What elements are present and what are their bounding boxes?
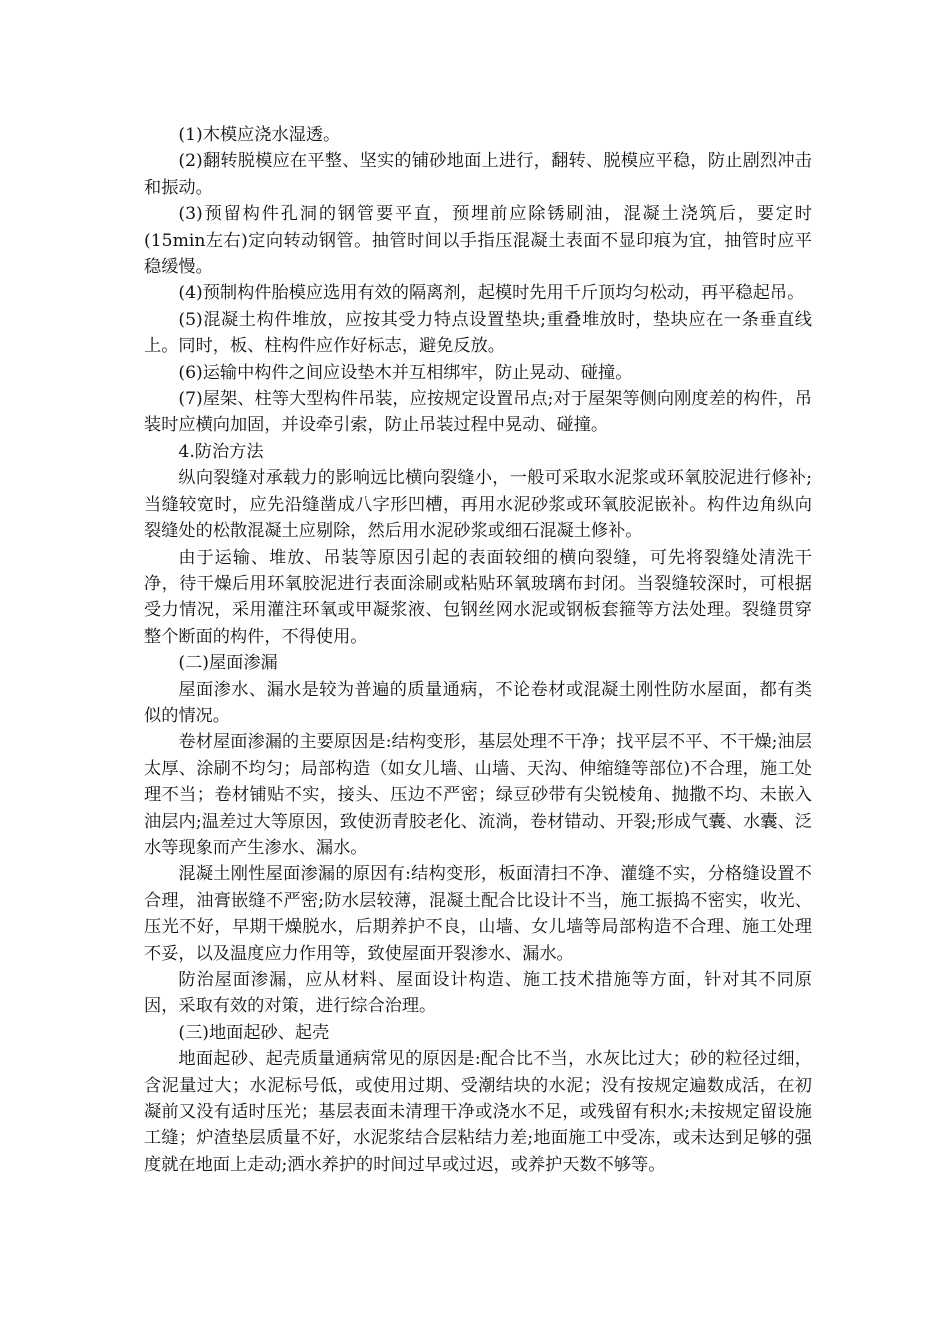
paragraph-membrane-roof: 卷材屋面渗漏的主要原因是:结构变形，基层处理不干净；找平层不平、不干燥;油层太厚、涂刷不均匀；局部构造（如女儿墙、山墙、天沟、伸缩缝等部位)不合理，施工处理不当；卷材铺贴不实，接头、压边不严密；绿豆砂带有尖锐棱角、抛撒不均、未嵌入油层内;温差过大等原因，致使沥青胶老化、流淌，卷材错动、开裂;形成气囊、水囊、泛水等现象而产生渗水、漏水。 [144,732,812,858]
section-heading-prevention: 4.防治方法 [178,441,264,462]
paragraph-roof-prevention: 防治屋面渗漏，应从材料、屋面设计构造、施工技术措施等方面，针对其不同原因，采取有效的对策，进行综合治理。 [144,970,812,1017]
paragraph-item-1: (1)木模应浇水湿透。 [178,125,341,145]
paragraph-transverse-cracks: 由于运输、堆放、吊装等原因引起的表面较细的横向裂缝，可先将裂缝处清洗干净，待干燥后用环氧胶泥进行表面涂刷或粘贴环氧玻璃布封闭。当裂缝较深时，可根据受力情况，采用灌注环氧或甲凝浆液、包钢丝网水泥或钢板套箍等方法处理。裂缝贯穿整个断面的构件，不得使用。 [144,547,812,647]
paragraph-item-7: (7)屋架、柱等大型构件吊装，应按规定设置吊点;对于屋架等侧向刚度差的构件，吊装时应横向加固，并设牵引索，防止吊装过程中晃动、碰撞。 [144,389,812,436]
document-page [144,122,812,1178]
paragraph-longitudinal-cracks: 纵向裂缝对承载力的影响远比横向裂缝小，一般可采取水泥浆或环氧胶泥进行修补;当缝较宽时，应先沿缝凿成八字形凹槽，再用水泥砂浆或环氧胶泥嵌补。构件边角纵向裂缝处的松散混凝土应剔除，然后用水泥砂浆或细石混凝土修补。 [144,468,812,542]
paragraph-item-6: (6)运输中构件之间应设垫木并互相绑牢，防止晃动、碰撞。 [178,362,633,383]
section-heading-floor-sanding: (三)地面起砂、起壳 [178,1022,330,1043]
paragraph-item-3: (3)预留构件孔洞的钢管要平直，预埋前应除锈刷油，混凝土浇筑后，要定时(15min左右)定向转动钢管。抽管时间以手指压混凝土表面不显印痕为宜，抽管时应平稳缓慢。 [144,204,812,278]
paragraph-floor-causes: 地面起砂、起壳质量通病常见的原因是:配合比不当，水灰比过大；砂的粒径过细，含泥量过大；水泥标号低，或使用过期、受潮结块的水泥；没有按规定遍数成活，在初凝前又没有适时压光；基层表面未清理干净或浇水不足，或残留有积水;未按规定留设施工缝；炉渣垫层质量不好，水泥浆结合层粘结力差;地面施工中受冻，或未达到足够的强度就在地面上走动;洒水养护的时间过早或过迟，或养护天数不够等。 [144,1049,812,1175]
paragraph-item-5: (5)混凝土构件堆放，应按其受力特点设置垫块;重叠堆放时，垫块应在一条垂直线上。同时，板、柱构件应作好标志，避免反放。 [144,309,812,357]
paragraph-roof-intro: 屋面渗水、漏水是较为普遍的质量通病，不论卷材或混凝土刚性防水屋面，都有类似的情况。 [144,679,812,726]
paragraph-item-4: (4)预制构件胎模应选用有效的隔离剂，起模时先用千斤顶均匀松动，再平稳起吊。 [178,283,805,304]
paragraph-rigid-roof: 混凝土刚性屋面渗漏的原因有:结构变形，板面清扫不净、灌缝不实，分格缝设置不合理，油膏嵌缝不严密;防水层较薄，混凝土配合比设计不当，施工振捣不密实，收光、压光不好，早期干燥脱水，后期养护不良，山墙、女儿墙等局部构造不合理、施工处理不妥，以及温度应力作用等，致使屋面开裂渗水、漏水。 [144,864,812,964]
paragraph-item-2: (2)翻转脱模应在平整、坚实的铺砂地面上进行，翻转、脱模应平稳，防止剧烈冲击和振动。 [144,151,812,198]
section-heading-roof-leakage: (二)屋面渗漏 [178,653,278,674]
